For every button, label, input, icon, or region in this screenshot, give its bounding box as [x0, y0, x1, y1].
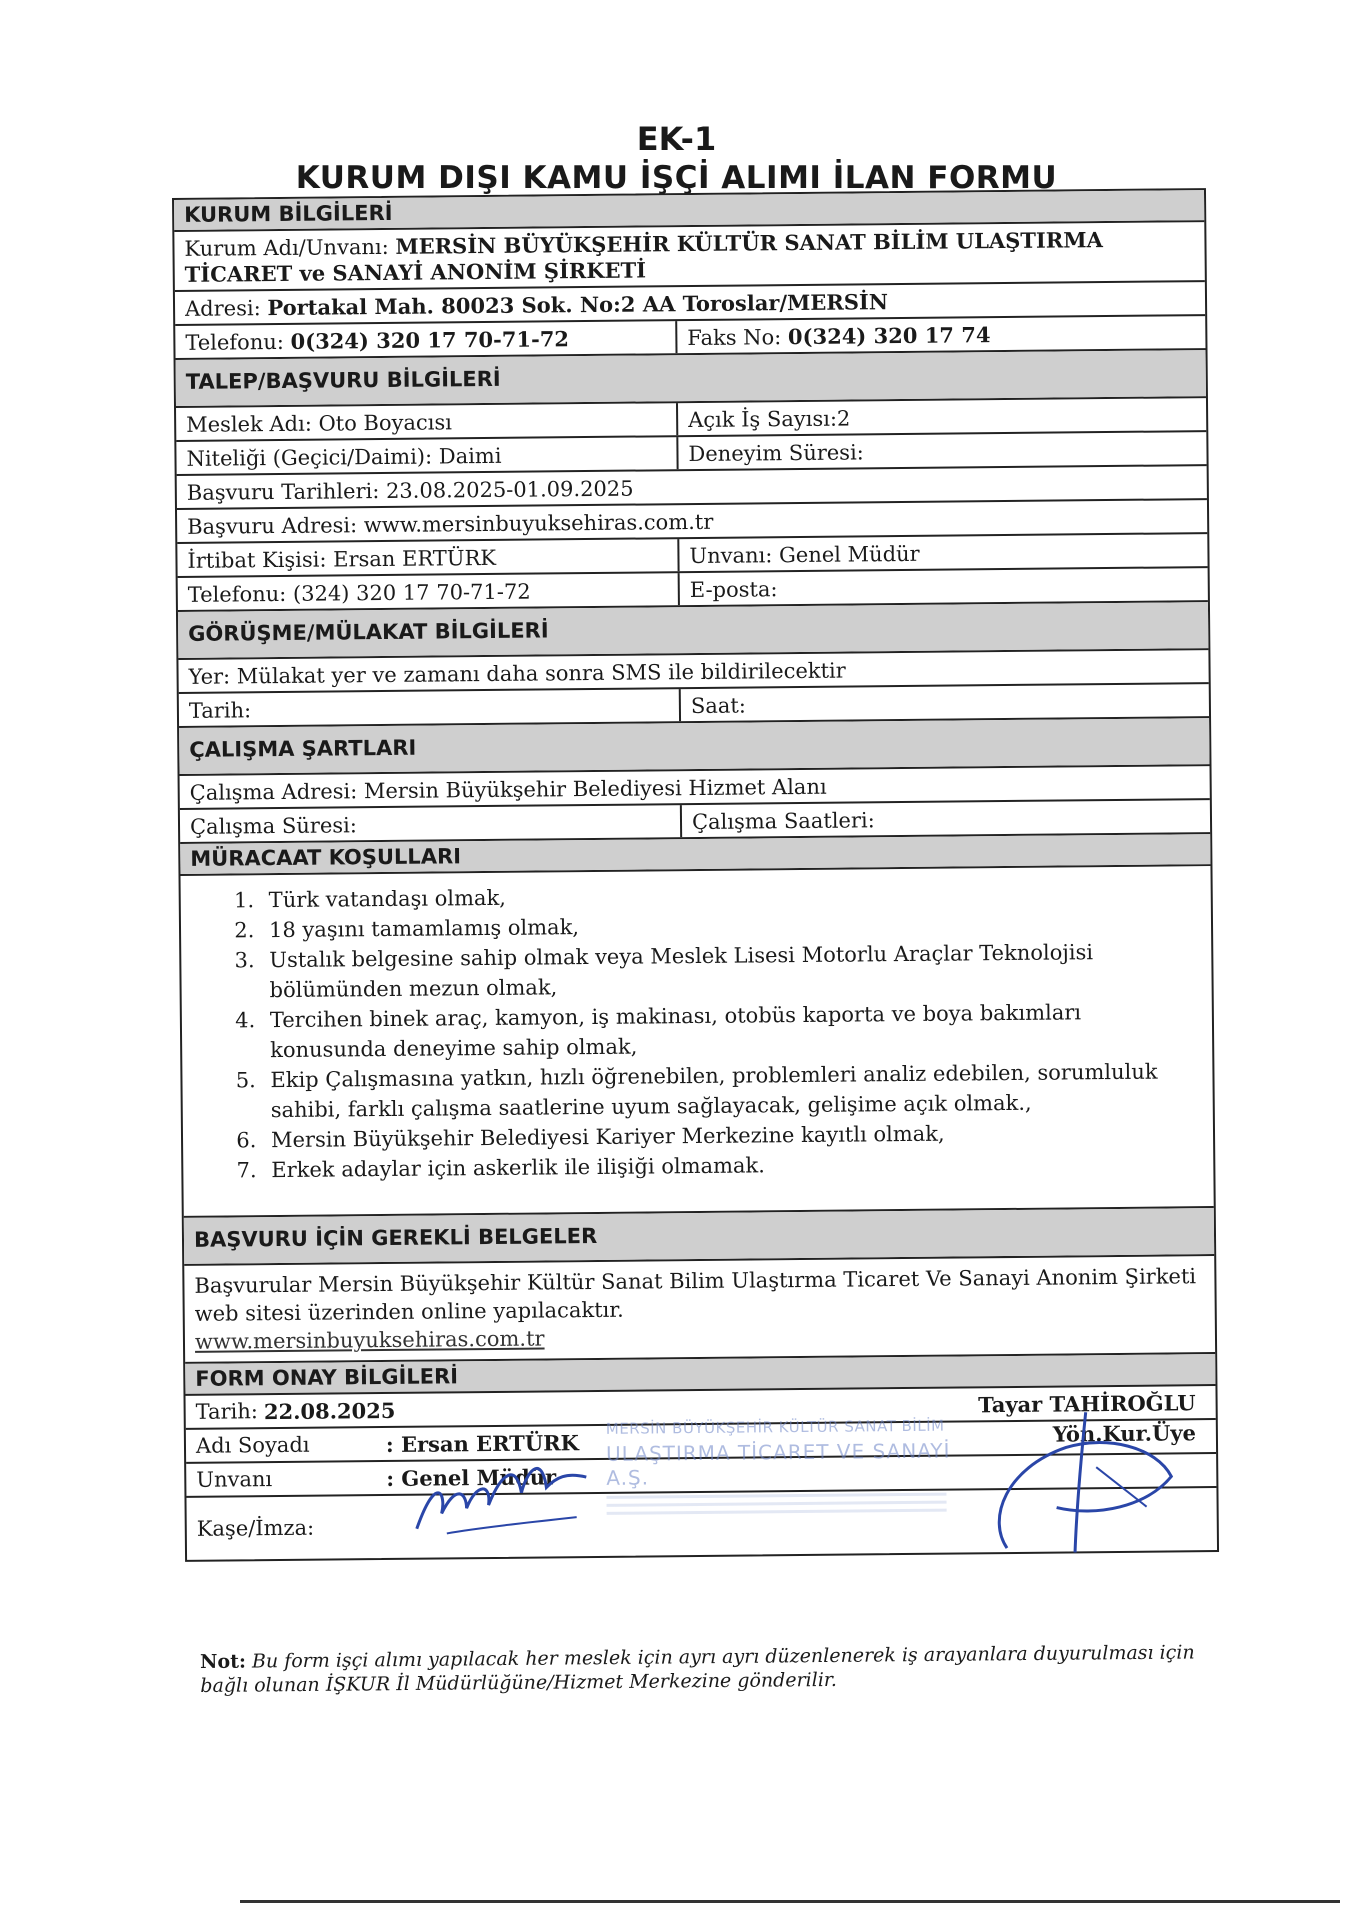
- institution-fax-label: Faks No:: [687, 325, 782, 351]
- condition-item: 6. Mersin Büyükşehir Belediyesi Kariyer Merkezine kayıtlı olmak,: [263, 1116, 1203, 1155]
- approval-block: [185, 1384, 1217, 1560]
- condition-item: 3. Ustalık belgesine sahip olmak veya Meslek Lisesi Motorlu Araçlar Teknolojisi bölümünden mezun olmak,: [261, 936, 1202, 1005]
- conditions-list-container: [181, 866, 1214, 1216]
- interview-time-cell: Saat:: [690, 693, 746, 719]
- documents-url[interactable]: www.mersinbuyuksehiras.com.tr: [194, 1326, 545, 1354]
- annex-label: EK-1: [636, 120, 717, 158]
- note-text: Bu form işçi alımı yapılacak her meslek için ayrı ayrı düzenlenerek iş arayanlara duyurulması için bağlı olunan İŞKUR İl Müdürlüğüne/Hizmet Merkezine gönderilir.: [200, 1641, 1195, 1697]
- profession-cell: Meslek Adı: Oto Boyacısı: [176, 403, 678, 440]
- conditions-list: [221, 876, 1204, 1185]
- experience-cell: Deneyim Süresi:: [688, 440, 864, 467]
- institution-name-label: Kurum Adı/Unvanı:: [184, 234, 389, 261]
- work-hours-cell: Çalışma Saatleri:: [691, 808, 875, 835]
- footer-note: [200, 1640, 1220, 1698]
- approval-name-label: Adı Soyadı: [195, 1432, 310, 1458]
- institution-address-label: Adresi:: [184, 296, 261, 321]
- job-posting-form: [172, 188, 1219, 1562]
- scan-edge-line: [240, 1900, 1340, 1903]
- interview-date-cell: Tarih:: [179, 689, 681, 726]
- contact-person-cell: İrtibat Kişisi: Ersan ERTÜRK: [177, 539, 679, 576]
- condition-item: 1. Türk vatandaşı olmak,: [261, 876, 1201, 915]
- institution-name-value: MERSİN BÜYÜKŞEHİR KÜLTÜR SANAT BİLİM ULAŞTIRMA TİCARET ve SANAYİ ANONİM ŞİRKETİ: [184, 227, 1103, 287]
- contact-email-cell: E-posta:: [689, 577, 778, 603]
- open-jobs-cell: Açık İş Sayısı:2: [688, 406, 851, 433]
- documents-body: [184, 1256, 1215, 1362]
- approval-name-value: : Ersan ERTÜRK: [385, 1429, 579, 1457]
- application-dates: Başvuru Tarihleri: 23.08.2025-01.09.2025: [186, 476, 634, 505]
- approval-section-title: FORM ONAY BİLGİLERİ: [185, 1354, 1215, 1394]
- conditions-section-title: MÜRACAAT KOŞULLARI: [180, 834, 1210, 874]
- interview-section-title: GÖRÜŞME/MÜLAKAT BİLGİLERİ: [178, 602, 1208, 658]
- institution-name-row: [174, 222, 1205, 290]
- institution-phone-value: 0(324) 320 17 70-71-72: [290, 326, 570, 354]
- approval-title-label: Unvanı: [196, 1467, 273, 1492]
- approval-stamp-label: Kaşe/İmza:: [196, 1515, 315, 1541]
- institution-fax-value: 0(324) 320 17 74: [787, 322, 991, 350]
- institution-section-title: KURUM BİLGİLERİ: [174, 190, 1204, 230]
- condition-item: 5. Ekip Çalışmasına yatkın, hızlı öğrenebilen, problemleri analiz edebilen, sorumluluk sahibi, farklı çalışma saatlerine uyum sağlayacak, gelişime açık olmak.,: [262, 1056, 1203, 1125]
- work-duration-cell: Çalışma Süresi:: [180, 805, 682, 842]
- institution-fax-cell: [677, 316, 1205, 353]
- contact-title-cell: Unvanı: Genel Müdür: [689, 541, 920, 569]
- work-section-title: ÇALIŞMA ŞARTLARI: [179, 718, 1209, 774]
- condition-item: 2. 18 yaşını tamamlamış olmak,: [261, 906, 1201, 945]
- form-title: KURUM DIŞI KAMU İŞÇİ ALIMI İLAN FORMU: [295, 160, 1058, 196]
- stamp-line-1: MERSİN BÜYÜKŞEHİR KÜLTÜR SANAT BİLİM: [605, 1416, 945, 1438]
- second-signatory-title: Yön.Kur.Üye: [1052, 1420, 1197, 1447]
- stamp-line-2: ULAŞTIRMA TİCARET VE SANAYİ A.Ş.: [605, 1438, 951, 1490]
- contact-phone-cell: Telefonu: (324) 320 17 70-71-72: [178, 573, 680, 610]
- approval-date-label: Tarih:: [195, 1399, 259, 1424]
- application-address: Başvuru Adresi: www.mersinbuyuksehiras.com.tr: [187, 509, 714, 539]
- signature-ersan-erturk: [406, 1432, 597, 1544]
- company-stamp: [606, 1416, 967, 1519]
- work-address: Çalışma Adresi: Mersin Büyükşehir Belediyesi Hizmet Alanı: [189, 774, 827, 805]
- application-section-title: TALEP/BAŞVURU BİLGİLERİ: [176, 350, 1206, 406]
- condition-item: 7. Erkek adaylar için askerlik ile ilişiği olmamak.: [263, 1146, 1203, 1185]
- condition-item: 4. Tercihen binek araç, kamyon, iş makinası, otobüs kaporta ve boya bakımları konusunda deneyime sahip olmak,: [262, 996, 1203, 1065]
- approval-title-value: : Genel Müdür: [386, 1463, 557, 1491]
- institution-address-value: Portakal Mah. 80023 Sok. No:2 AA Toroslar/MERSİN: [267, 289, 889, 321]
- note-label: Not:: [200, 1650, 247, 1673]
- nature-cell: Niteliği (Geçici/Daimi): Daimi: [176, 437, 678, 474]
- interview-place: Yer: Mülakat yer ve zamanı daha sonra SMS ile bildirilecektir: [188, 658, 846, 689]
- documents-text: Başvurular Mersin Büyükşehir Kültür Sanat Bilim Ulaştırma Ticaret Ve Sanayi Anonim Şirketi web sitesi üzerinden online yapılacaktır.: [194, 1264, 1197, 1326]
- documents-section-title: BAŞVURU İÇİN GEREKLİ BELGELER: [184, 1208, 1214, 1264]
- institution-phone-label: Telefonu:: [185, 329, 285, 355]
- second-signatory-name: Tayar TAHİROĞLU: [978, 1390, 1196, 1418]
- institution-phone-cell: [175, 321, 677, 358]
- signature-tayar-tahiroglu: [946, 1406, 1187, 1558]
- approval-date-value: 22.08.2025: [263, 1397, 396, 1424]
